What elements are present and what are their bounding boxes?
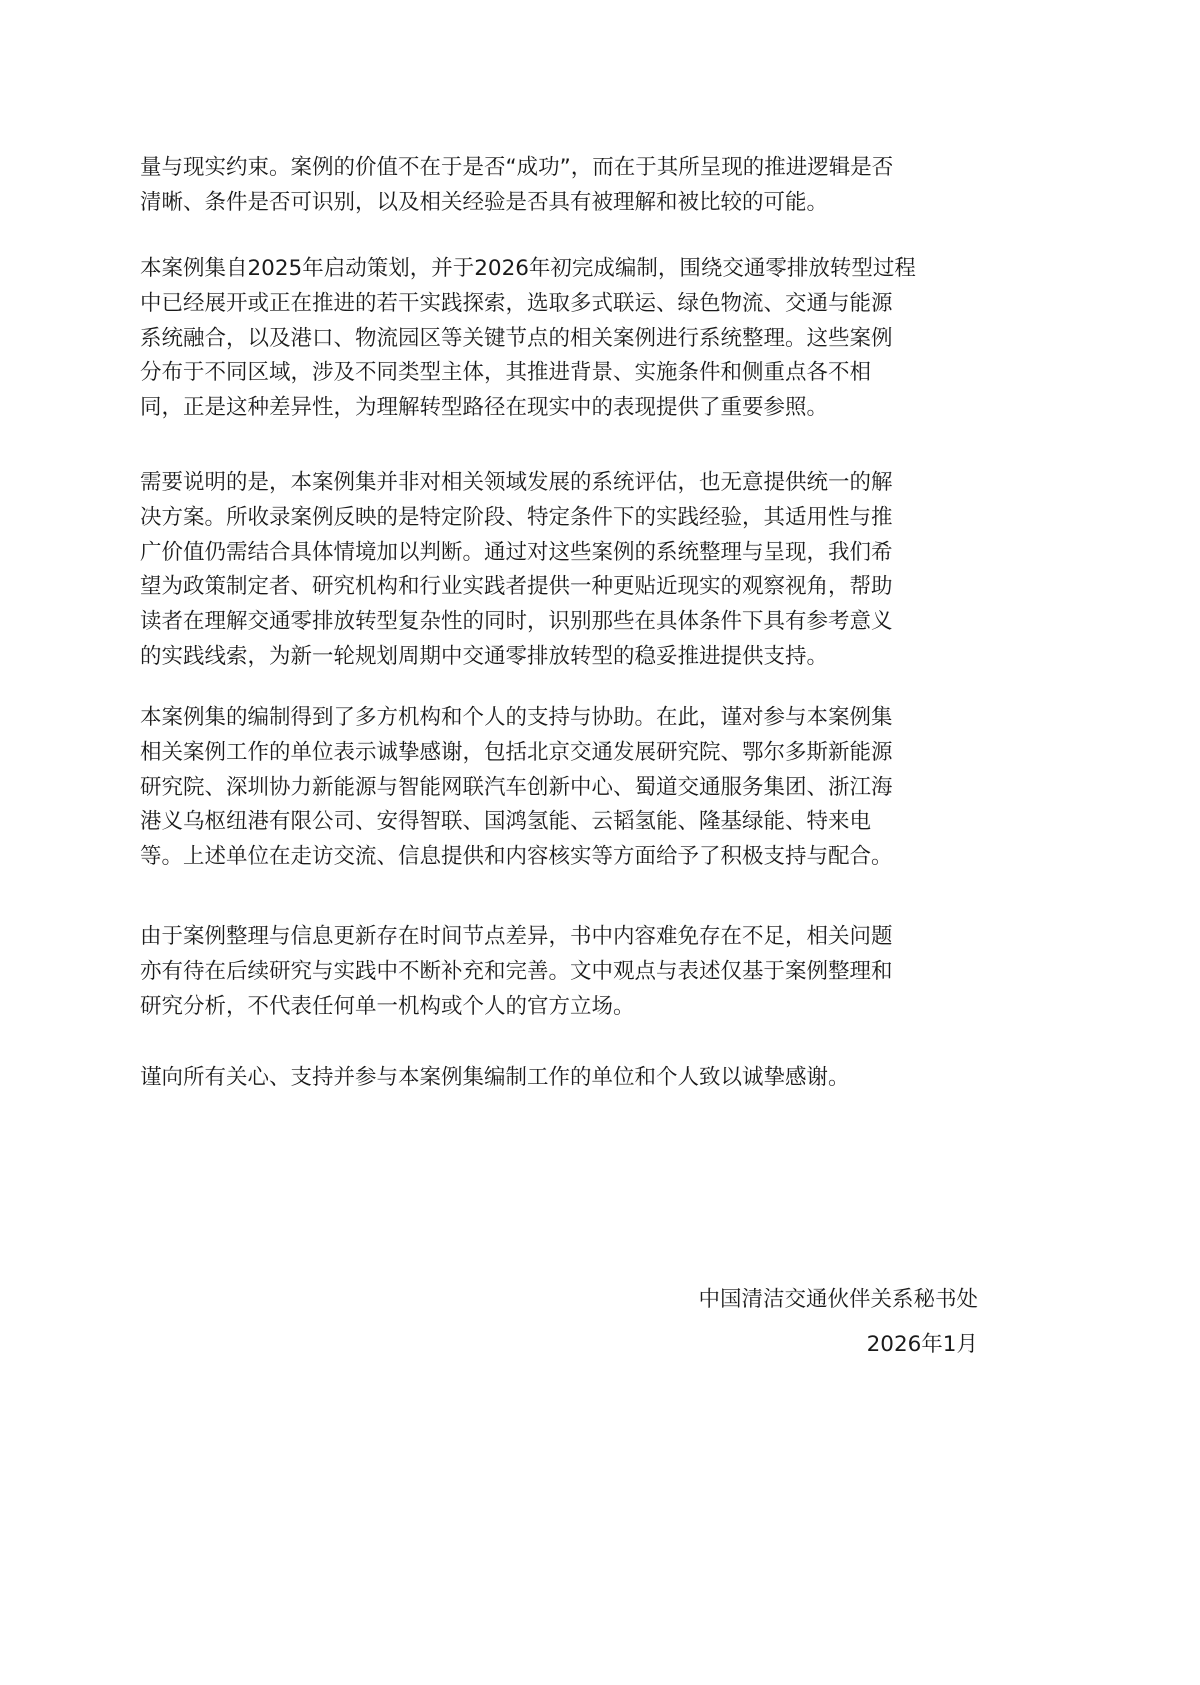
signature-organization: 中国清洁交通伙伴关系秘书处 <box>698 1287 978 1312</box>
paragraph-limitations <box>140 920 990 1024</box>
text-line: 同，正是这种差异性，为理解转型路径在现实中的表现提供了重要参照。 <box>140 395 829 421</box>
text-line: 读者在理解交通零排放转型复杂性的同时，识别那些在具体条件下具有参考意义 <box>140 609 893 635</box>
text-line: 望为政策制定者、研究机构和行业实践者提供一种更贴近现实的观察视角，帮助 <box>140 574 893 600</box>
text-line: 本案例集的编制得到了多方机构和个人的支持与协助。在此，谨对参与本案例集 <box>140 705 893 730</box>
text-line: 港义乌枢纽港有限公司、安得智联、国鸿氢能、云韬氢能、隆基绿能、特来电 <box>140 809 872 835</box>
text-line: 系统融合，以及港口、物流园区等关键节点的相关案例进行系统整理。这些案例 <box>140 325 893 351</box>
paragraph-collection-scope <box>140 252 990 426</box>
text-line: 本案例集自2025年启动策划，并于2026年初完成编制，围绕交通零排放转型过程 <box>140 256 916 281</box>
paragraph-case-value <box>140 151 990 221</box>
signature-date: 2026年1月 <box>866 1332 978 1357</box>
text-line: 由于案例整理与信息更新存在时间节点差异，书中内容难免存在不足，相关问题 <box>140 924 893 949</box>
text-line: 研究分析，不代表任何单一机构或个人的官方立场。 <box>140 993 635 1019</box>
text-line: 相关案例工作的单位表示诚挚感谢，包括北京交通发展研究院、鄂尔多斯新能源 <box>140 739 893 765</box>
text-line: 量与现实约束。案例的价值不在于是否“成功”，而在于其所呈现的推进逻辑是否 <box>140 155 894 180</box>
text-line: 广价值仍需结合具体情境加以判断。通过对这些案例的系统整理与呈现，我们希 <box>140 539 893 565</box>
text-line: 亦有待在后续研究与实践中不断补充和完善。文中观点与表述仅基于案例整理和 <box>140 958 893 984</box>
paragraph-acknowledgements <box>140 701 990 875</box>
text-line: 等。上述单位在走访交流、信息提供和内容核实等方面给予了积极支持与配合。 <box>140 844 893 870</box>
text-line: 决方案。所收录案例反映的是特定阶段、特定条件下的实践经验，其适用性与推 <box>140 504 893 530</box>
text-line: 中已经展开或正在推进的若干实践探索，选取多式联运、绿色物流、交通与能源 <box>140 290 893 316</box>
text-line: 的实践线索，为新一轮规划周期中交通零排放转型的稳妥推进提供支持。 <box>140 643 829 669</box>
paragraph-thanks <box>140 1061 990 1096</box>
text-line: 研究院、深圳协力新能源与智能网联汽车创新中心、蜀道交通服务集团、浙江海 <box>140 774 893 800</box>
text-line: 谨向所有关心、支持并参与本案例集编制工作的单位和个人致以诚挚感谢。 <box>140 1065 850 1090</box>
text-line: 需要说明的是，本案例集并非对相关领域发展的系统评估，也无意提供统一的解 <box>140 470 893 495</box>
text-line: 清晰、条件是否可识别，以及相关经验是否具有被理解和被比较的可能。 <box>140 189 829 215</box>
paragraph-disclaimer <box>140 466 990 675</box>
text-line: 分布于不同区域，涉及不同类型主体，其推进背景、实施条件和侧重点各不相 <box>140 360 872 386</box>
